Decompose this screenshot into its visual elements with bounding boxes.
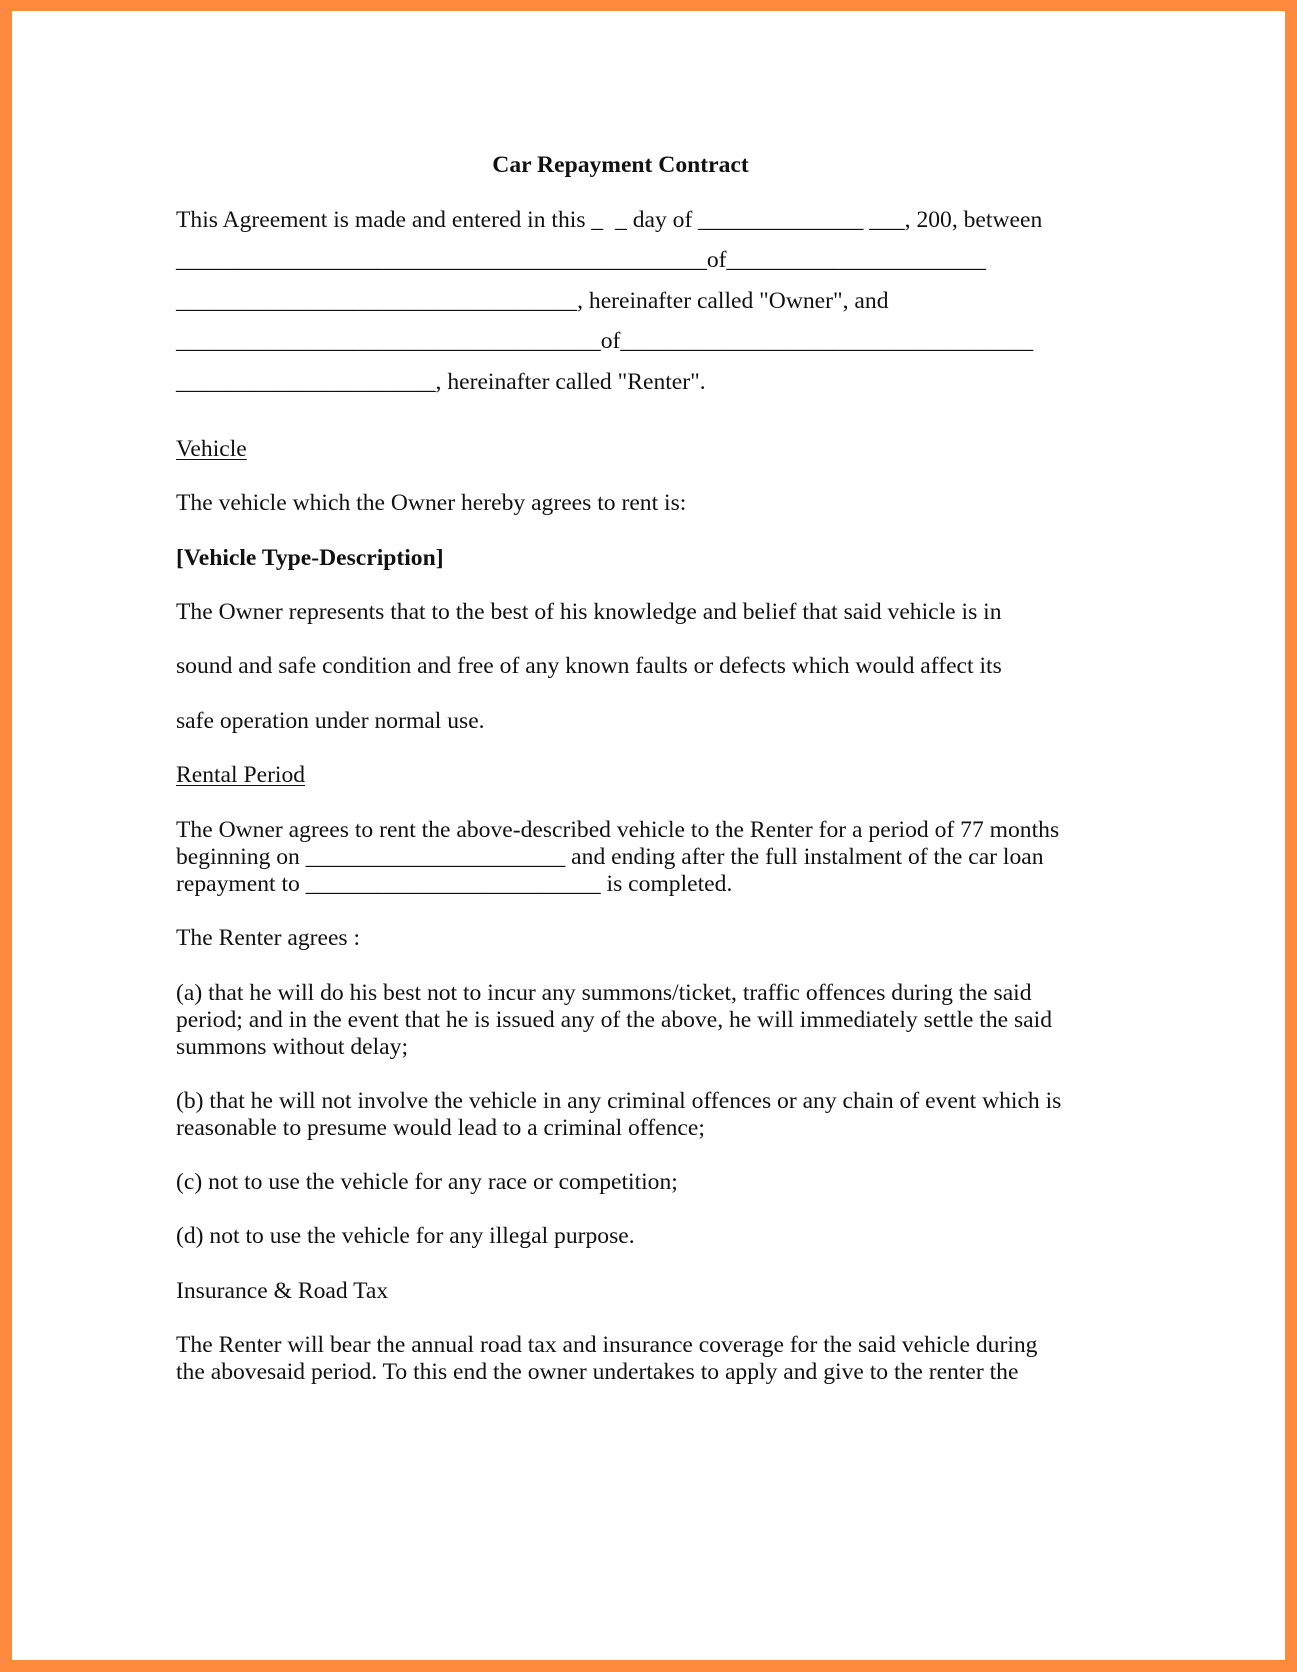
clause-c: (c) not to use the vehicle for any race or competition; bbox=[176, 1169, 678, 1195]
intro-line-3: __________________________________, hereinafter called "Owner", and bbox=[176, 288, 889, 314]
clause-a-line-1: (a) that he will do his best not to incur any summons/ticket, traffic offences during the said bbox=[176, 980, 1032, 1006]
vehicle-heading: Vehicle bbox=[176, 436, 247, 462]
intro-line-2: _____________________________________________of______________________ bbox=[176, 247, 987, 273]
document-title: Car Repayment Contract bbox=[492, 152, 749, 178]
vehicle-condition-line-2: sound and safe condition and free of any known faults or defects which would affect its bbox=[176, 653, 1002, 679]
insurance-heading: Insurance & Road Tax bbox=[176, 1278, 389, 1304]
clause-b-line-1: (b) that he will not involve the vehicle in any criminal offences or any chain of event which is bbox=[176, 1088, 1062, 1114]
clause-d: (d) not to use the vehicle for any illegal purpose. bbox=[176, 1223, 635, 1249]
vehicle-condition-line-3: safe operation under normal use. bbox=[176, 708, 485, 734]
vehicle-lead: The vehicle which the Owner hereby agrees to rent is: bbox=[176, 490, 687, 516]
rental-period-line-3: repayment to _________________________ is completed. bbox=[176, 871, 733, 897]
insurance-line-2: the abovesaid period. To this end the owner undertakes to apply and give to the renter the bbox=[176, 1359, 1019, 1385]
insurance-line-1: The Renter will bear the annual road tax and insurance coverage for the said vehicle during bbox=[176, 1332, 1038, 1358]
clause-a-line-2: period; and in the event that he is issued any of the above, he will immediately settle the said bbox=[176, 1007, 1053, 1033]
intro-line-5: ______________________, hereinafter called "Renter". bbox=[176, 369, 706, 395]
vehicle-condition-line-1: The Owner represents that to the best of his knowledge and belief that said vehicle is in bbox=[176, 599, 1002, 625]
rental-period-line-1: The Owner agrees to rent the above-described vehicle to the Renter for a period of 77 months bbox=[176, 817, 1060, 843]
vehicle-type-placeholder: [Vehicle Type-Description] bbox=[176, 545, 444, 571]
rental-period-heading: Rental Period bbox=[176, 762, 306, 788]
renter-agrees-heading: The Renter agrees : bbox=[176, 925, 361, 951]
intro-line-4: ____________________________________of___________________________________ bbox=[176, 328, 1034, 354]
rental-period-line-2: beginning on ______________________ and ending after the full instalment of the car loan bbox=[176, 844, 1044, 870]
intro-line-1: This Agreement is made and entered in this _ _ day of ______________ ___, 200, between bbox=[176, 207, 1043, 233]
document-page bbox=[12, 11, 1285, 1660]
clause-a-line-3: summons without delay; bbox=[176, 1034, 408, 1060]
clause-b-line-2: reasonable to presume would lead to a criminal offence; bbox=[176, 1115, 705, 1141]
